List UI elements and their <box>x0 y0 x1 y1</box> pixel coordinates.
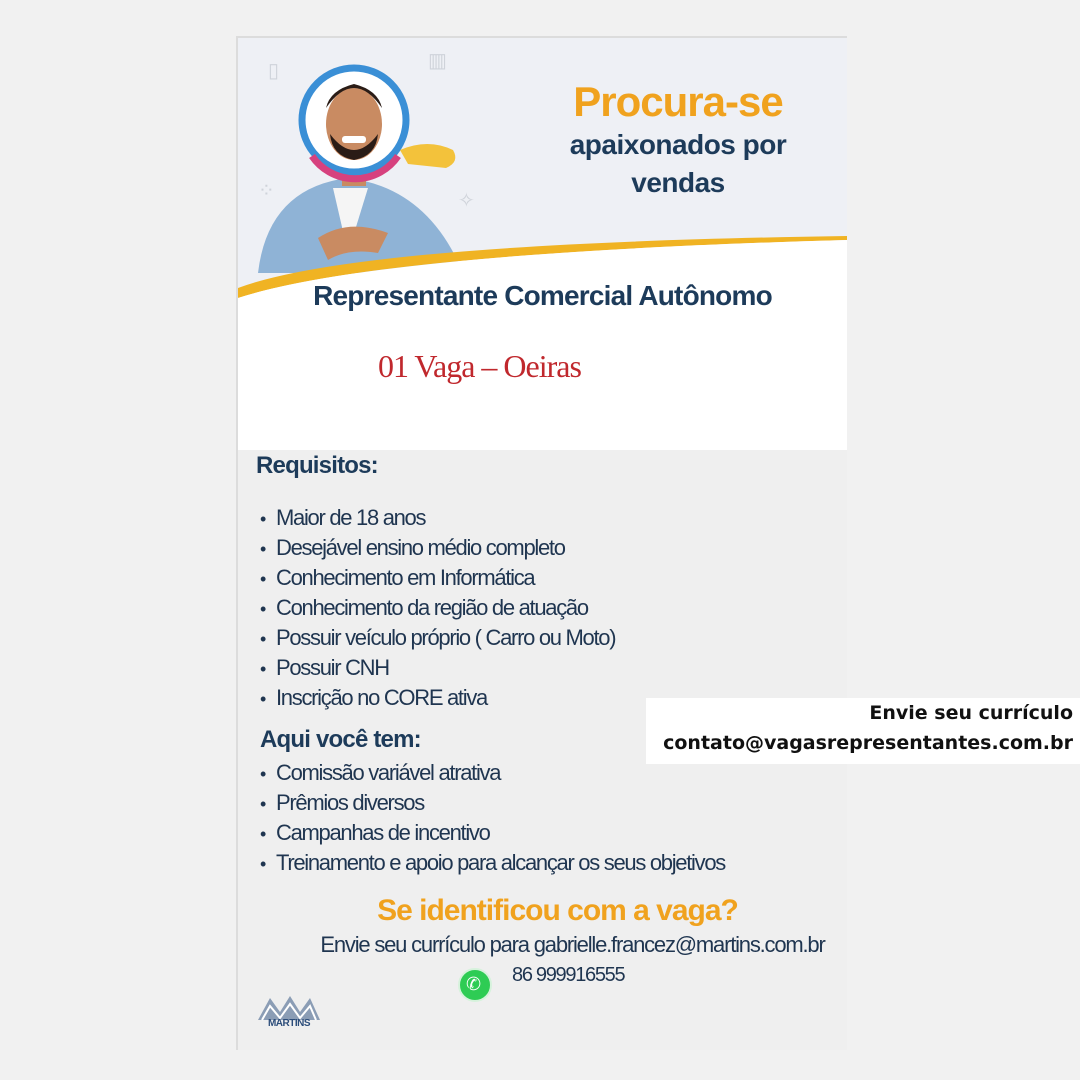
bullet: • <box>260 599 266 619</box>
subheadline-line2: vendas <box>631 167 725 198</box>
magnifier-icon <box>400 144 455 168</box>
bullet: • <box>260 854 266 874</box>
list-item: • Prêmios diversos <box>246 788 725 818</box>
bullet: • <box>260 689 266 709</box>
dots-doodle-icon: ⁘ <box>258 180 275 202</box>
subheadline-line1: apaixonados por <box>569 129 787 160</box>
phone-handset-icon: ✆ <box>466 974 482 994</box>
list-item: • Conhecimento da região de atuação <box>246 593 615 623</box>
phone-number[interactable]: 86 999916555 <box>512 964 625 986</box>
whatsapp-icon[interactable] <box>458 968 492 1002</box>
phone-doodle-icon: ▯ <box>268 60 280 82</box>
list-item: • Desejável ensino médio completo <box>246 533 615 563</box>
bullet: • <box>260 509 266 529</box>
benefits-list <box>246 758 725 878</box>
list-item: • Treinamento e apoio para alcançar os seus objetivos <box>246 848 725 878</box>
bullet: • <box>260 539 266 559</box>
list-item: • Maior de 18 anos <box>246 503 615 533</box>
bullet: • <box>260 764 266 784</box>
list-item: • Comissão variável atrativa <box>246 758 725 788</box>
gear-doodle-icon: ✧ <box>458 190 475 212</box>
requirements-list <box>246 503 615 713</box>
vacancy-location: 01 Vaga – Oeiras <box>378 348 581 384</box>
bullet: • <box>260 824 266 844</box>
contact-banner <box>646 698 1080 764</box>
call-to-action: Se identificou com a vaga? <box>377 894 738 927</box>
job-poster <box>236 36 847 1050</box>
bullet: • <box>260 794 266 814</box>
chart-doodle-icon: ▥ <box>428 50 447 72</box>
bullet: • <box>260 629 266 649</box>
send-cv-text[interactable]: Envie seu currículo para gabrielle.francez@martins.com.br <box>320 932 825 957</box>
contact-email[interactable]: contato@vagasrepresentantes.com.br <box>663 732 1073 754</box>
subheadline <box>538 126 818 202</box>
logo-text: MARTINS <box>267 1018 311 1029</box>
requirements-heading: Requisitos: <box>256 452 378 479</box>
headline: Procura-se <box>573 78 783 125</box>
benefits-heading: Aqui você tem: <box>260 726 421 753</box>
job-role: Representante Comercial Autônomo <box>313 280 772 311</box>
list-item: • Conhecimento em Informática <box>246 563 615 593</box>
list-item: • Inscrição no CORE ativa <box>246 683 615 713</box>
list-item: • Campanhas de incentivo <box>246 818 725 848</box>
bullet: • <box>260 659 266 679</box>
contact-banner-line1: Envie seu currículo <box>869 702 1073 724</box>
martins-logo-icon <box>256 982 322 1038</box>
bullet: • <box>260 569 266 589</box>
list-item: • Possuir veículo próprio ( Carro ou Moto) <box>246 623 615 653</box>
poster-header <box>238 38 847 450</box>
list-item: • Possuir CNH <box>246 653 615 683</box>
